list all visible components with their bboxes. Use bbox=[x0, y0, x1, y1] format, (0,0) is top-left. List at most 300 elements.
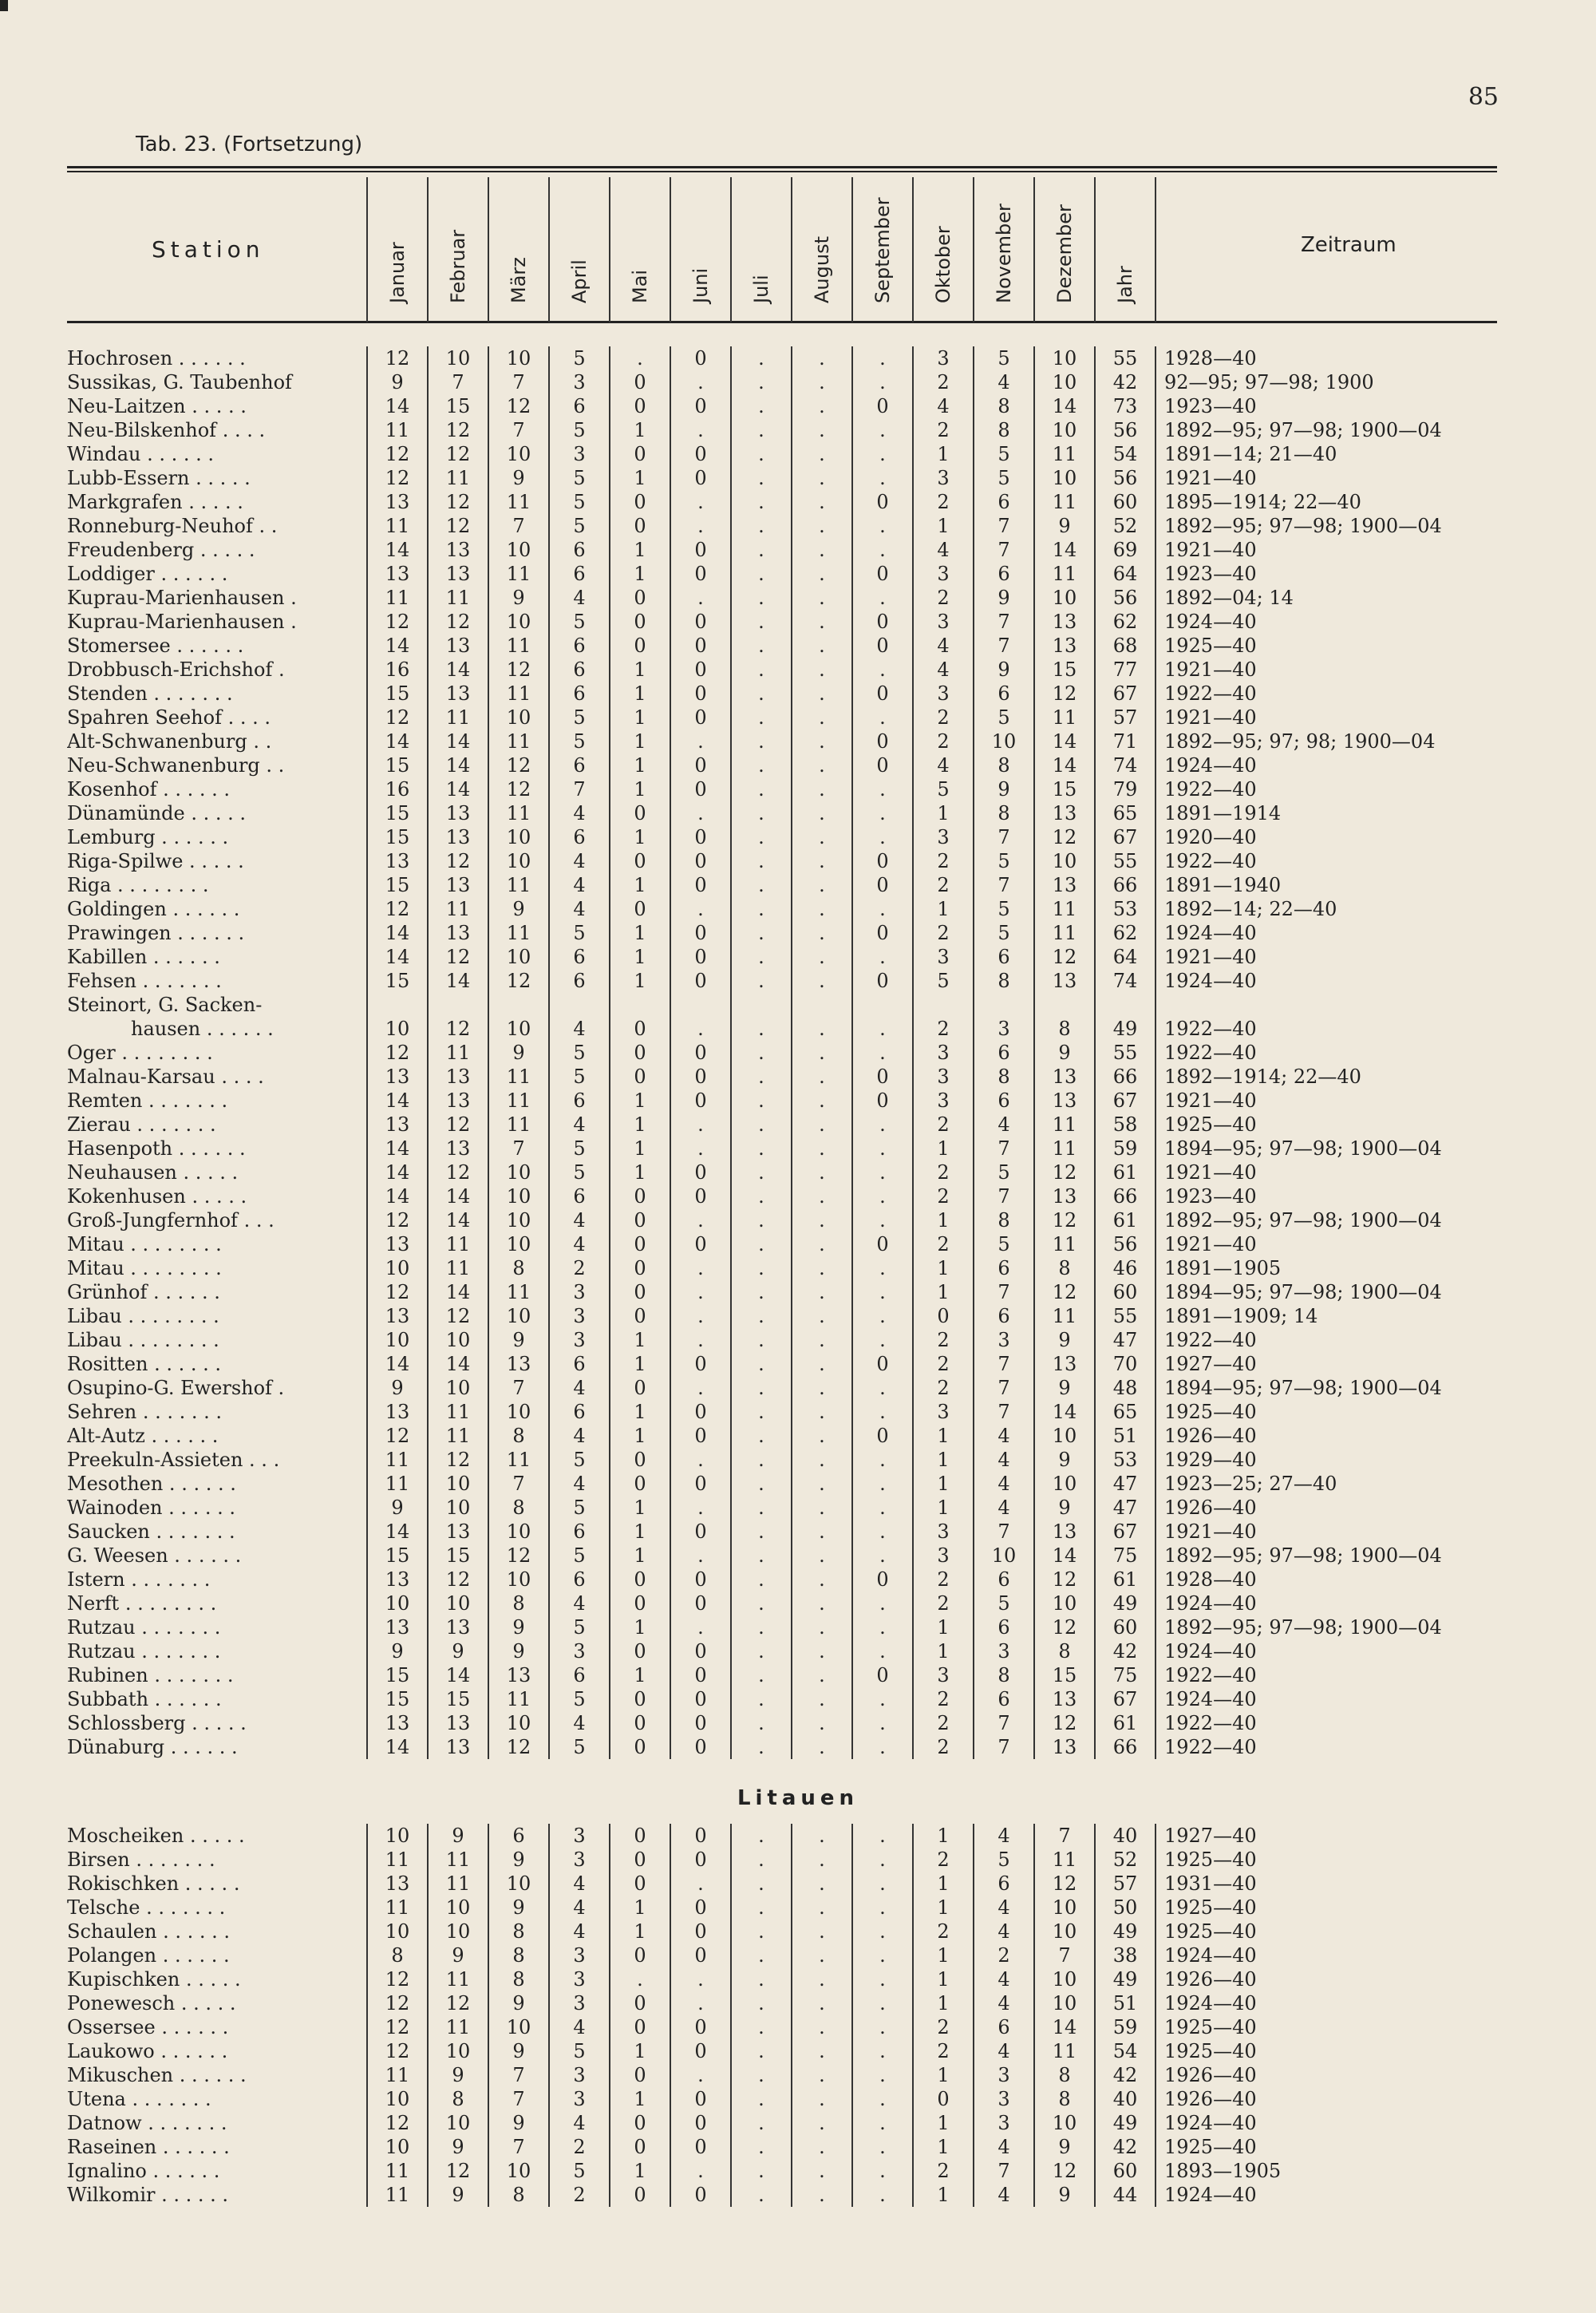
cell-september: . bbox=[852, 2135, 913, 2159]
table-row bbox=[67, 1089, 1497, 1113]
cell-juli: . bbox=[731, 586, 792, 610]
cell-mai: 0 bbox=[610, 1184, 670, 1208]
cell-januar: 10 bbox=[367, 1824, 428, 1848]
cell-januar: 11 bbox=[367, 2183, 428, 2207]
cell-januar: 13 bbox=[367, 1872, 428, 1896]
station-name: Remten . . . . . . . bbox=[67, 1089, 228, 1112]
table-row bbox=[67, 2159, 1497, 2183]
cell-november: 7 bbox=[974, 2159, 1034, 2183]
cell-november: 8 bbox=[974, 418, 1034, 442]
table-row bbox=[67, 1472, 1497, 1496]
cell-januar: 12 bbox=[367, 1280, 428, 1304]
cell-november bbox=[974, 993, 1034, 1017]
cell-oktober: 3 bbox=[913, 346, 974, 370]
cell-november: 7 bbox=[974, 1352, 1034, 1376]
cell-november: 4 bbox=[974, 370, 1034, 394]
cell-oktober: 3 bbox=[913, 1544, 974, 1568]
cell-september: 0 bbox=[852, 1663, 913, 1687]
cell-märz: 8 bbox=[488, 1920, 549, 1943]
cell-september: . bbox=[852, 706, 913, 729]
cell-februar: 14 bbox=[428, 1280, 488, 1304]
cell-zeitraum: 1924—40 bbox=[1156, 1639, 1497, 1663]
table-row bbox=[67, 658, 1497, 682]
cell-jahr: 74 bbox=[1095, 969, 1156, 993]
cell-dezember: 7 bbox=[1034, 1824, 1095, 1848]
cell-september: . bbox=[852, 1615, 913, 1639]
cell-jahr: 61 bbox=[1095, 1711, 1156, 1735]
cell-april bbox=[549, 993, 610, 1017]
cell-mai: 1 bbox=[610, 969, 670, 993]
cell-märz: 10 bbox=[488, 1160, 549, 1184]
month-header-label: Dezember bbox=[1053, 204, 1076, 303]
cell-februar: 12 bbox=[428, 945, 488, 969]
cell-april: 5 bbox=[549, 1496, 610, 1520]
table-row bbox=[67, 1184, 1497, 1208]
cell-jahr: 56 bbox=[1095, 418, 1156, 442]
cell-juli: . bbox=[731, 1041, 792, 1065]
cell-februar: 9 bbox=[428, 1943, 488, 1967]
station-name: Ronneburg-Neuhof . . bbox=[67, 515, 278, 537]
cell-juni: 0 bbox=[670, 2087, 731, 2111]
cell-september: . bbox=[852, 538, 913, 562]
cell-januar: 8 bbox=[367, 1943, 428, 1967]
cell-januar: 11 bbox=[367, 418, 428, 442]
cell-juli: . bbox=[731, 466, 792, 490]
cell-zeitraum: 1922—40 bbox=[1156, 1711, 1497, 1735]
cell-februar: 10 bbox=[428, 1376, 488, 1400]
cell-februar: 11 bbox=[428, 1232, 488, 1256]
station-name: Polangen . . . . . . bbox=[67, 1944, 230, 1967]
station-name: Ponewesch . . . . . bbox=[67, 1992, 236, 2014]
station-name: Sussikas, G. Taubenhof bbox=[67, 371, 292, 393]
cell-mai: 0 bbox=[610, 2063, 670, 2087]
cell-dezember: 8 bbox=[1034, 2063, 1095, 2087]
month-header-label: Januar bbox=[386, 242, 409, 303]
cell-januar: 12 bbox=[367, 1991, 428, 2015]
cell-februar: 11 bbox=[428, 897, 488, 921]
station-name: Datnow . . . . . . . bbox=[67, 2112, 227, 2134]
top-rule bbox=[67, 166, 1497, 168]
cell-zeitraum: 1928—40 bbox=[1156, 346, 1497, 370]
header-column-divider bbox=[730, 177, 732, 322]
cell-september: 0 bbox=[852, 562, 913, 586]
cell-zeitraum: 1921—40 bbox=[1156, 1232, 1497, 1256]
station-name: Rutzau . . . . . . . bbox=[67, 1640, 221, 1663]
table-row bbox=[67, 1615, 1497, 1639]
cell-juli: . bbox=[731, 490, 792, 514]
cell-november: 10 bbox=[974, 1544, 1034, 1568]
table-row bbox=[67, 1448, 1497, 1472]
cell-jahr: 64 bbox=[1095, 562, 1156, 586]
cell-januar: 9 bbox=[367, 1639, 428, 1663]
station-name: Prawingen . . . . . . bbox=[67, 922, 245, 944]
cell-februar: 11 bbox=[428, 1848, 488, 1872]
cell-mai: 0 bbox=[610, 1735, 670, 1759]
cell-november: 5 bbox=[974, 921, 1034, 945]
cell-januar: 10 bbox=[367, 2087, 428, 2111]
cell-november: 8 bbox=[974, 1065, 1034, 1089]
cell-zeitraum: 1894—95; 97—98; 1900—04 bbox=[1156, 1376, 1497, 1400]
cell-september: . bbox=[852, 2111, 913, 2135]
cell-august: . bbox=[792, 1184, 852, 1208]
table-row bbox=[67, 1424, 1497, 1448]
cell-februar: 13 bbox=[428, 921, 488, 945]
cell-juni: 0 bbox=[670, 1232, 731, 1256]
cell-november: 3 bbox=[974, 2111, 1034, 2135]
cell-november: 7 bbox=[974, 610, 1034, 634]
cell-jahr: 60 bbox=[1095, 1280, 1156, 1304]
cell-märz: 10 bbox=[488, 1017, 549, 1041]
table-row bbox=[67, 2135, 1497, 2159]
cell-mai: 1 bbox=[610, 1424, 670, 1448]
cell-jahr: 49 bbox=[1095, 1591, 1156, 1615]
cell-mai: 0 bbox=[610, 1943, 670, 1967]
cell-oktober: 1 bbox=[913, 1472, 974, 1496]
cell-september: . bbox=[852, 1872, 913, 1896]
cell-märz: 6 bbox=[488, 1824, 549, 1848]
table-title: Tab. 23. (Fortsetzung) bbox=[136, 132, 363, 156]
cell-november: 5 bbox=[974, 897, 1034, 921]
cell-zeitraum: 1922—40 bbox=[1156, 1663, 1497, 1687]
cell-juli: . bbox=[731, 370, 792, 394]
cell-august: . bbox=[792, 921, 852, 945]
cell-juni: . bbox=[670, 418, 731, 442]
cell-mai: 0 bbox=[610, 514, 670, 538]
cell-dezember: 12 bbox=[1034, 945, 1095, 969]
cell-zeitraum: 1924—40 bbox=[1156, 1591, 1497, 1615]
cell-oktober: 1 bbox=[913, 1280, 974, 1304]
table-row bbox=[67, 729, 1497, 753]
cell-november: 5 bbox=[974, 346, 1034, 370]
cell-januar: 11 bbox=[367, 1472, 428, 1496]
cell-juni: 0 bbox=[670, 442, 731, 466]
cell-juni: 0 bbox=[670, 1663, 731, 1687]
cell-oktober: 3 bbox=[913, 825, 974, 849]
cell-zeitraum: 1927—40 bbox=[1156, 1824, 1497, 1848]
cell-zeitraum: 1924—40 bbox=[1156, 2183, 1497, 2207]
cell-juni: 0 bbox=[670, 1735, 731, 1759]
cell-dezember: 14 bbox=[1034, 729, 1095, 753]
cell-april: 5 bbox=[549, 610, 610, 634]
cell-september: . bbox=[852, 1472, 913, 1496]
cell-september: 0 bbox=[852, 969, 913, 993]
station-name: Hochrosen . . . . . . bbox=[67, 347, 246, 370]
cell-april: 4 bbox=[549, 1711, 610, 1735]
cell-februar: 9 bbox=[428, 1639, 488, 1663]
cell-august: . bbox=[792, 2135, 852, 2159]
cell-januar: 11 bbox=[367, 1848, 428, 1872]
cell-juni: . bbox=[670, 1496, 731, 1520]
cell-april: 4 bbox=[549, 1472, 610, 1496]
cell-april: 6 bbox=[549, 634, 610, 658]
cell-juni: 0 bbox=[670, 1472, 731, 1496]
cell-zeitraum: 1924—40 bbox=[1156, 2111, 1497, 2135]
cell-august: . bbox=[792, 1872, 852, 1896]
cell-zeitraum: 1925—40 bbox=[1156, 1848, 1497, 1872]
cell-april: 5 bbox=[549, 1448, 610, 1472]
cell-februar: 12 bbox=[428, 610, 488, 634]
cell-februar: 13 bbox=[428, 1089, 488, 1113]
table-row bbox=[67, 370, 1497, 394]
cell-dezember: 10 bbox=[1034, 1920, 1095, 1943]
cell-april: 5 bbox=[549, 1065, 610, 1089]
cell-oktober: 2 bbox=[913, 706, 974, 729]
cell-oktober: 1 bbox=[913, 1991, 974, 2015]
station-name: hausen . . . . . . bbox=[131, 1018, 274, 1040]
cell-dezember: 11 bbox=[1034, 2039, 1095, 2063]
cell-juli: . bbox=[731, 1376, 792, 1400]
cell-april: 5 bbox=[549, 490, 610, 514]
cell-jahr: 46 bbox=[1095, 1256, 1156, 1280]
cell-september: 0 bbox=[852, 490, 913, 514]
cell-jahr: 49 bbox=[1095, 2111, 1156, 2135]
cell-februar: 12 bbox=[428, 1448, 488, 1472]
cell-november: 5 bbox=[974, 849, 1034, 873]
cell-august: . bbox=[792, 1967, 852, 1991]
cell-april: 4 bbox=[549, 1232, 610, 1256]
cell-februar: 11 bbox=[428, 1256, 488, 1280]
station-name: Osupino-G. Ewershof . bbox=[67, 1377, 285, 1399]
cell-april: 6 bbox=[549, 538, 610, 562]
cell-august: . bbox=[792, 1735, 852, 1759]
cell-august: . bbox=[792, 2183, 852, 2207]
station-name: Moscheiken . . . . . bbox=[67, 1825, 245, 1847]
table-row bbox=[67, 801, 1497, 825]
cell-märz: 13 bbox=[488, 1663, 549, 1687]
cell-november: 4 bbox=[974, 2135, 1034, 2159]
cell-mai: 1 bbox=[610, 1663, 670, 1687]
cell-zeitraum: 1921—40 bbox=[1156, 1520, 1497, 1544]
cell-juni: . bbox=[670, 1544, 731, 1568]
cell-jahr: 62 bbox=[1095, 610, 1156, 634]
station-name: Drobbusch-Erichshof . bbox=[67, 658, 285, 681]
cell-mai: 0 bbox=[610, 490, 670, 514]
cell-jahr: 67 bbox=[1095, 1520, 1156, 1544]
cell-april: 5 bbox=[549, 1687, 610, 1711]
station-name: Riga-Spilwe . . . . . bbox=[67, 850, 244, 872]
cell-dezember: 12 bbox=[1034, 825, 1095, 849]
cell-zeitraum: 1892—95; 97—98; 1900—04 bbox=[1156, 514, 1497, 538]
cell-november: 9 bbox=[974, 658, 1034, 682]
cell-november: 6 bbox=[974, 1615, 1034, 1639]
cell-august: . bbox=[792, 729, 852, 753]
cell-januar: 14 bbox=[367, 1184, 428, 1208]
cell-märz: 7 bbox=[488, 1472, 549, 1496]
cell-mai: 1 bbox=[610, 1137, 670, 1160]
cell-märz: 8 bbox=[488, 1424, 549, 1448]
cell-märz: 12 bbox=[488, 969, 549, 993]
cell-april: 3 bbox=[549, 1639, 610, 1663]
cell-juli: . bbox=[731, 1424, 792, 1448]
table-row bbox=[67, 1568, 1497, 1591]
cell-dezember: 11 bbox=[1034, 442, 1095, 466]
cell-mai: . bbox=[610, 1967, 670, 1991]
cell-dezember: 13 bbox=[1034, 1089, 1095, 1113]
cell-oktober: 1 bbox=[913, 801, 974, 825]
cell-januar: 10 bbox=[367, 1328, 428, 1352]
cell-märz: 7 bbox=[488, 1137, 549, 1160]
cell-oktober: 1 bbox=[913, 897, 974, 921]
cell-zeitraum: 1921—40 bbox=[1156, 945, 1497, 969]
cell-jahr: 70 bbox=[1095, 1352, 1156, 1376]
cell-oktober: 1 bbox=[913, 2135, 974, 2159]
cell-mai: 1 bbox=[610, 2039, 670, 2063]
cell-juli: . bbox=[731, 1735, 792, 1759]
cell-september: . bbox=[852, 1711, 913, 1735]
cell-oktober: 2 bbox=[913, 873, 974, 897]
cell-mai: 1 bbox=[610, 777, 670, 801]
cell-dezember: 10 bbox=[1034, 849, 1095, 873]
cell-juni: 0 bbox=[670, 1639, 731, 1663]
cell-januar: 16 bbox=[367, 777, 428, 801]
cell-oktober: 2 bbox=[913, 1184, 974, 1208]
cell-jahr: 56 bbox=[1095, 586, 1156, 610]
cell-april: 5 bbox=[549, 466, 610, 490]
cell-november: 7 bbox=[974, 1400, 1034, 1424]
cell-februar: 14 bbox=[428, 1184, 488, 1208]
cell-april: 5 bbox=[549, 921, 610, 945]
cell-juli: . bbox=[731, 1943, 792, 1967]
cell-juli: . bbox=[731, 634, 792, 658]
cell-november: 7 bbox=[974, 1280, 1034, 1304]
cell-jahr: 49 bbox=[1095, 1017, 1156, 1041]
cell-oktober: 1 bbox=[913, 1496, 974, 1520]
cell-juni: 0 bbox=[670, 1711, 731, 1735]
cell-jahr: 57 bbox=[1095, 706, 1156, 729]
cell-november: 6 bbox=[974, 1256, 1034, 1280]
cell-märz: 10 bbox=[488, 1208, 549, 1232]
table-row bbox=[67, 706, 1497, 729]
cell-august bbox=[792, 993, 852, 1017]
cell-zeitraum: 1894—95; 97—98; 1900—04 bbox=[1156, 1137, 1497, 1160]
cell-oktober: 3 bbox=[913, 562, 974, 586]
cell-august: . bbox=[792, 849, 852, 873]
cell-juni: 0 bbox=[670, 753, 731, 777]
cell-zeitraum: 1893—1905 bbox=[1156, 2159, 1497, 2183]
station-name: Rositten . . . . . . bbox=[67, 1353, 222, 1375]
station-name: Rutzau . . . . . . . bbox=[67, 1616, 221, 1639]
table-row bbox=[67, 849, 1497, 873]
cell-märz: 10 bbox=[488, 825, 549, 849]
station-name: Subbath . . . . . . bbox=[67, 1688, 222, 1710]
table-row bbox=[67, 2039, 1497, 2063]
cell-august: . bbox=[792, 801, 852, 825]
cell-dezember: 10 bbox=[1034, 418, 1095, 442]
cell-märz: 9 bbox=[488, 2039, 549, 2063]
cell-april: 5 bbox=[549, 729, 610, 753]
cell-september: 0 bbox=[852, 921, 913, 945]
cell-august: . bbox=[792, 1280, 852, 1304]
station-name: Saucken . . . . . . . bbox=[67, 1520, 235, 1543]
cell-zeitraum: 1931—40 bbox=[1156, 1872, 1497, 1896]
cell-september: . bbox=[852, 1448, 913, 1472]
cell-juni: 0 bbox=[670, 2111, 731, 2135]
cell-august: . bbox=[792, 1943, 852, 1967]
cell-zeitraum: 1921—40 bbox=[1156, 538, 1497, 562]
cell-zeitraum: 1924—40 bbox=[1156, 921, 1497, 945]
station-name: Goldingen . . . . . . bbox=[67, 898, 240, 920]
cell-zeitraum: 1892—95; 97—98; 1900—04 bbox=[1156, 418, 1497, 442]
table-row bbox=[67, 514, 1497, 538]
cell-jahr: 66 bbox=[1095, 873, 1156, 897]
cell-januar: 14 bbox=[367, 538, 428, 562]
cell-januar: 12 bbox=[367, 1041, 428, 1065]
cell-zeitraum: 1927—40 bbox=[1156, 1352, 1497, 1376]
cell-januar: 9 bbox=[367, 1376, 428, 1400]
cell-april: 6 bbox=[549, 1184, 610, 1208]
cell-august: . bbox=[792, 873, 852, 897]
cell-februar: 11 bbox=[428, 466, 488, 490]
cell-februar: 12 bbox=[428, 490, 488, 514]
cell-august: . bbox=[792, 1848, 852, 1872]
cell-februar: 9 bbox=[428, 2063, 488, 2087]
cell-august: . bbox=[792, 418, 852, 442]
cell-märz: 11 bbox=[488, 634, 549, 658]
cell-november: 4 bbox=[974, 1896, 1034, 1920]
cell-märz: 11 bbox=[488, 1089, 549, 1113]
cell-september: . bbox=[852, 897, 913, 921]
cell-september: . bbox=[852, 1520, 913, 1544]
cell-juli: . bbox=[731, 1991, 792, 2015]
cell-märz: 13 bbox=[488, 1352, 549, 1376]
cell-august: . bbox=[792, 490, 852, 514]
table-row bbox=[67, 1711, 1497, 1735]
cell-februar: 13 bbox=[428, 1711, 488, 1735]
cell-zeitraum: 1924—40 bbox=[1156, 969, 1497, 993]
cell-juni: 0 bbox=[670, 1943, 731, 1967]
cell-september: . bbox=[852, 2063, 913, 2087]
cell-august: . bbox=[792, 706, 852, 729]
cell-jahr: 51 bbox=[1095, 1424, 1156, 1448]
cell-märz: 8 bbox=[488, 1591, 549, 1615]
top-rule-thin bbox=[67, 171, 1497, 172]
cell-juli: . bbox=[731, 682, 792, 706]
cell-september: . bbox=[852, 777, 913, 801]
cell-märz: 10 bbox=[488, 1232, 549, 1256]
cell-juli: . bbox=[731, 1544, 792, 1568]
cell-mai: 0 bbox=[610, 370, 670, 394]
cell-zeitraum: 1925—40 bbox=[1156, 2015, 1497, 2039]
cell-oktober: 3 bbox=[913, 466, 974, 490]
station-name: Kokenhusen . . . . . bbox=[67, 1185, 247, 1208]
zeitraum-header: Zeitraum bbox=[1301, 233, 1396, 257]
cell-juni: . bbox=[670, 1280, 731, 1304]
cell-zeitraum: 1926—40 bbox=[1156, 2063, 1497, 2087]
cell-april: 5 bbox=[549, 1615, 610, 1639]
cell-august: . bbox=[792, 1472, 852, 1496]
cell-jahr: 49 bbox=[1095, 1967, 1156, 1991]
cell-september: 0 bbox=[852, 753, 913, 777]
cell-juni: 0 bbox=[670, 682, 731, 706]
cell-april: 6 bbox=[549, 1400, 610, 1424]
cell-november: 7 bbox=[974, 1137, 1034, 1160]
cell-januar: 11 bbox=[367, 586, 428, 610]
cell-april: 6 bbox=[549, 753, 610, 777]
cell-juli: . bbox=[731, 1472, 792, 1496]
cell-september: 0 bbox=[852, 1568, 913, 1591]
cell-oktober: 2 bbox=[913, 1232, 974, 1256]
cell-märz: 7 bbox=[488, 514, 549, 538]
cell-jahr: 71 bbox=[1095, 729, 1156, 753]
cell-jahr: 40 bbox=[1095, 1824, 1156, 1848]
cell-januar: 12 bbox=[367, 2039, 428, 2063]
station-name: Oger . . . . . . . . bbox=[67, 1042, 213, 1064]
cell-juni: 0 bbox=[670, 1920, 731, 1943]
cell-oktober: 3 bbox=[913, 610, 974, 634]
table-row bbox=[67, 682, 1497, 706]
cell-juli: . bbox=[731, 1711, 792, 1735]
station-name: Alt-Schwanenburg . . bbox=[67, 730, 272, 753]
